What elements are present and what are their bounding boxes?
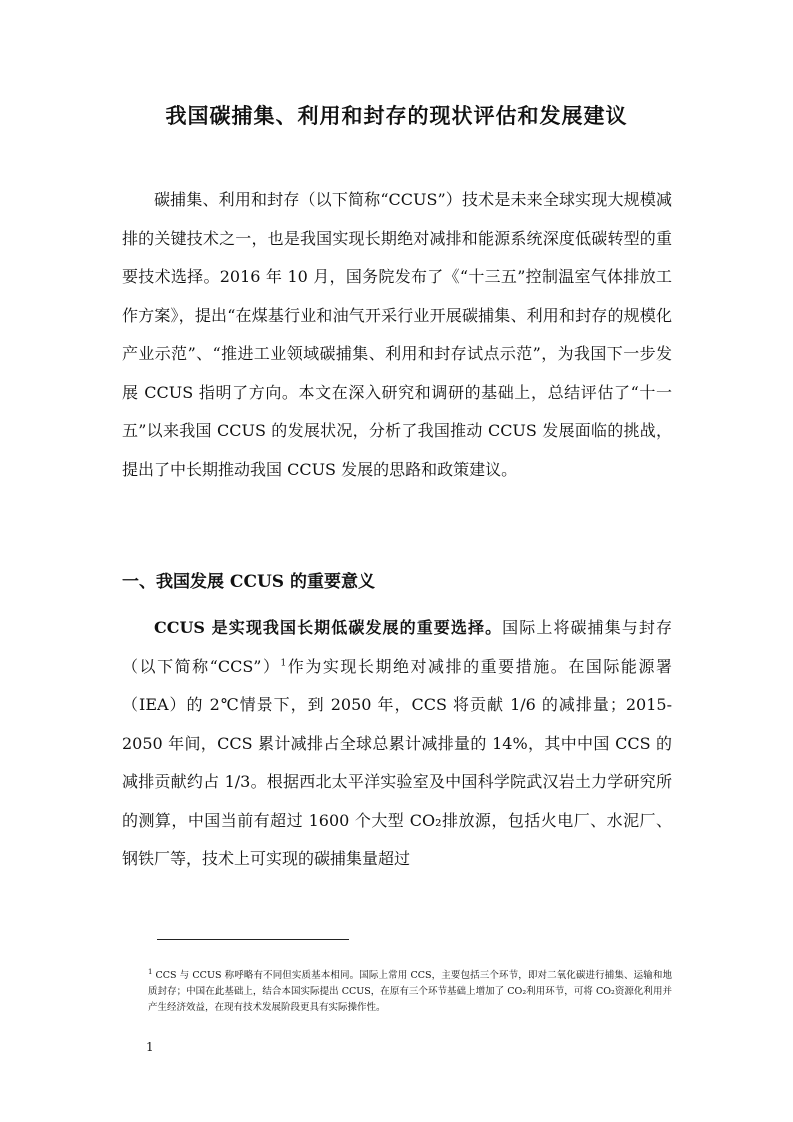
section-heading: 一、我国发展 CCUS 的重要意义 [122,572,375,592]
document-title: 我国碳捕集、利用和封存的现状评估和发展建议 [165,103,628,128]
footnote-reference[interactable]: 1 [280,658,287,669]
paragraph-text: 国际上将碳捕集与封存（以下简称“CCS”） [122,618,672,676]
footnote-separator [157,939,349,940]
page-number: 1 [146,1040,154,1054]
footnote-mark: 1 [148,967,153,976]
section-paragraph [122,609,672,879]
footnote [148,968,672,1016]
paragraph-text-continued: 作为实现长期绝对减排的重要措施。在国际能源署（IEA）的 2℃情景下，到 2050 年，CCS 将贡献 1/6 的减排量；2015-2050 年间，CCS 累计减排占全球总累计减排量的 14%，其中中国 CCS 的减排贡献约占 1/3。根据西北太平洋实验室及中国科学院武汉岩土力学研究所的测算，中国当前有超过 1600 个大型 CO₂排放源，包括火电厂、水泥厂、钢铁厂等，技术上可实现的碳捕集量超过 [122,656,672,868]
intro-paragraph-block [122,181,672,489]
intro-paragraph: 碳捕集、利用和封存（以下简称“CCUS”）技术是未来全球实现大规模减排的关键技术之一，也是我国实现长期绝对减排和能源系统深度低碳转型的重要技术选择。2016 年 10 月，国务院发布了《“十三五”控制温室气体排放工作方案》，提出“在煤基行业和油气开采行业开展碳捕集、利用和封存的规模化产业示范”、“推进工业领域碳捕集、利用和封存试点示范”，为我国下一步发展 CCUS 指明了方向。本文在深入研究和调研的基础上，总结评估了“十一五”以来我国 CCUS 的发展状况，分析了我国推动 CCUS 发展面临的挑战，提出了中长期推动我国 CCUS 发展的思路和政策建议。 [122,190,672,479]
paragraph-lead-sentence: CCUS 是实现我国长期低碳发展的重要选择。 [154,618,503,637]
footnote-text: CCS 与 CCUS 称呼略有不同但实质基本相同。国际上常用 CCS，主要包括三个环节，即对二氧化碳进行捕集、运输和地质封存；中国在此基础上，结合本国实际提出 CCUS，在原有三个环节基础上增加了 CO₂利用环节，可将 CO₂资源化利用并产生经济效益，在现有技术发展阶段更具有实际操作性。 [148,970,672,1013]
section-paragraph-block [122,609,672,879]
